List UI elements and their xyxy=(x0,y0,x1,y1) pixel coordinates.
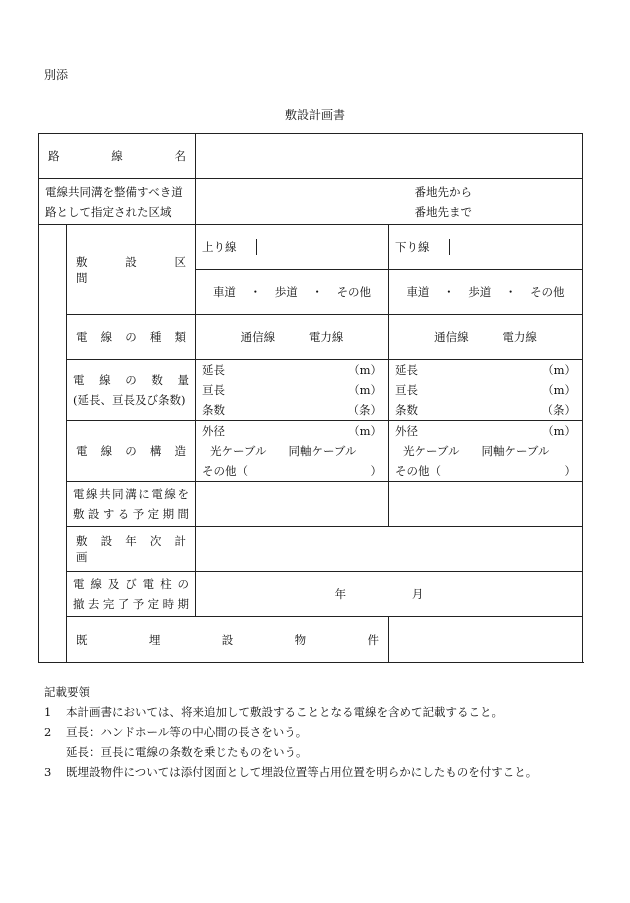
row-existing-buried xyxy=(39,617,583,663)
note-item xyxy=(44,762,537,782)
route-name-label: 路 線 名 xyxy=(39,134,196,179)
removal-timing-label xyxy=(67,572,196,617)
quantity-span: 亘長 xyxy=(395,383,418,397)
planned-period-up[interactable] xyxy=(196,482,389,527)
road-carriageway: 車道 xyxy=(212,285,236,299)
zone-label-line2: 路として指定された区域 xyxy=(45,204,172,219)
row-section-lines xyxy=(39,225,583,270)
note-text: 本計画書においては、将来追加して敷設することとなる電線を含めて記載すること。 xyxy=(66,705,503,719)
row-planned-period xyxy=(39,482,583,527)
route-name-field[interactable] xyxy=(196,134,583,179)
road-types-up xyxy=(196,270,389,315)
row-wire-type xyxy=(39,315,583,360)
period-label-line2: 敷設する予定期間 xyxy=(73,507,189,521)
road-types-down xyxy=(389,270,583,315)
zone-from-text: 番地先から xyxy=(414,184,472,199)
unit-m: （m） xyxy=(542,363,576,377)
up-line-cell xyxy=(196,225,389,270)
note-item xyxy=(44,722,537,742)
road-sidewalk: 歩道 xyxy=(274,285,298,299)
note-item xyxy=(44,702,537,722)
note-text: 既埋設物件については添付図面として埋設位置等占用位置を明らかにしたものを付すこと。 xyxy=(66,765,538,779)
road-carriageway: 車道 xyxy=(406,285,430,299)
wire-type-up xyxy=(196,315,389,360)
zone-label-line1: 電線共同溝を整備すべき道 xyxy=(45,184,183,199)
road-sidewalk: 歩道 xyxy=(468,285,492,299)
row-designated-zone xyxy=(39,179,583,225)
quantity-label xyxy=(67,360,196,421)
up-line-field[interactable] xyxy=(257,239,388,255)
designated-zone-field[interactable] xyxy=(196,179,583,225)
cable-coaxial: 同軸ケーブル xyxy=(481,444,550,458)
quantity-extension: 延長 xyxy=(202,363,225,377)
notes-section xyxy=(44,682,537,782)
outer-diameter-label: 外径 xyxy=(395,424,418,438)
wire-type-label: 電 線 の 種 類 xyxy=(67,315,196,360)
cable-optical: 光ケーブル xyxy=(210,444,267,458)
row-quantity xyxy=(39,360,583,421)
row-removal-timing xyxy=(39,572,583,617)
other-close: ） xyxy=(564,464,576,478)
month-label: 月 xyxy=(411,587,424,601)
annual-plan-label: 敷 設 年 次 計 画 xyxy=(67,527,196,572)
zone-to-text: 番地先まで xyxy=(414,204,472,219)
wire-power: 電力線 xyxy=(502,330,537,344)
road-separator: ・ xyxy=(311,285,323,299)
structure-up[interactable] xyxy=(196,421,389,482)
attachment-label: 別添 xyxy=(44,68,69,82)
period-label-line1: 電線共同溝に電線を xyxy=(73,487,189,501)
wire-telecom: 通信線 xyxy=(434,330,469,344)
cable-optical: 光ケーブル xyxy=(403,444,460,458)
unit-count: （条） xyxy=(541,403,576,417)
page-title: 敷設計画書 xyxy=(284,108,345,122)
unit-m: （m） xyxy=(542,424,576,438)
wire-power: 電力線 xyxy=(308,330,344,344)
section-label: 敷 設 区 間 xyxy=(67,225,196,315)
other-open: その他（ xyxy=(202,464,248,478)
note-text: 延長：亘長に電線の条数を乗じたものをいう。 xyxy=(66,745,308,759)
note-number xyxy=(44,742,66,762)
other-close: ） xyxy=(370,464,382,478)
row-structure xyxy=(39,421,583,482)
planned-period-label xyxy=(67,482,196,527)
quantity-up[interactable] xyxy=(196,360,389,421)
left-merged-column xyxy=(39,225,67,663)
year-label: 年 xyxy=(334,587,347,601)
up-line-label: 上り線 xyxy=(196,239,257,255)
wire-telecom: 通信線 xyxy=(240,330,276,344)
cable-coaxial: 同軸ケーブル xyxy=(288,444,357,458)
quantity-count: 条数 xyxy=(395,403,418,417)
removal-timing-field[interactable] xyxy=(196,572,583,617)
removal-label-line1: 電線及び電柱の xyxy=(73,577,189,591)
road-separator: ・ xyxy=(443,285,455,299)
notes-heading: 記載要領 xyxy=(44,685,90,699)
road-separator: ・ xyxy=(504,285,517,299)
quantity-extension: 延長 xyxy=(395,363,418,377)
down-line-label: 下り線 xyxy=(389,239,450,255)
planned-period-down[interactable] xyxy=(389,482,583,527)
installation-plan-table xyxy=(38,133,583,663)
removal-label-line2: 撤去完了予定時期 xyxy=(73,597,189,611)
existing-buried-field[interactable] xyxy=(389,617,583,663)
note-number: 2 xyxy=(44,725,52,739)
road-other: その他 xyxy=(336,285,372,299)
existing-buried-label: 既 埋 設 物 件 xyxy=(67,617,389,663)
road-other: その他 xyxy=(530,285,565,299)
road-separator: ・ xyxy=(249,285,262,299)
unit-m: （m） xyxy=(348,424,382,438)
quantity-label-main: 電 線 の 数 量 xyxy=(73,373,189,387)
quantity-label-note: (延長、亘長及び条数) xyxy=(73,393,186,407)
unit-m: （m） xyxy=(348,383,382,397)
annual-plan-field[interactable] xyxy=(196,527,583,572)
structure-down[interactable] xyxy=(389,421,583,482)
structure-label: 電 線 の 構 造 xyxy=(67,421,196,482)
note-text: 亘長：ハンドホール等の中心間の長さをいう。 xyxy=(66,725,308,739)
row-annual-plan xyxy=(39,527,583,572)
down-line-field[interactable] xyxy=(450,239,582,255)
quantity-span: 亘長 xyxy=(202,383,225,397)
quantity-down[interactable] xyxy=(389,360,583,421)
note-item xyxy=(44,742,537,762)
designated-zone-label xyxy=(39,179,196,225)
unit-m: （m） xyxy=(542,383,576,397)
outer-diameter-label: 外径 xyxy=(202,424,225,438)
unit-m: （m） xyxy=(348,363,382,377)
other-open: その他（ xyxy=(395,464,441,478)
unit-count: （条） xyxy=(347,403,382,417)
quantity-count: 条数 xyxy=(202,403,225,417)
note-number: 3 xyxy=(44,765,52,779)
note-number: 1 xyxy=(44,705,52,719)
wire-type-down xyxy=(389,315,583,360)
down-line-cell xyxy=(389,225,583,270)
row-route-name xyxy=(39,134,583,179)
